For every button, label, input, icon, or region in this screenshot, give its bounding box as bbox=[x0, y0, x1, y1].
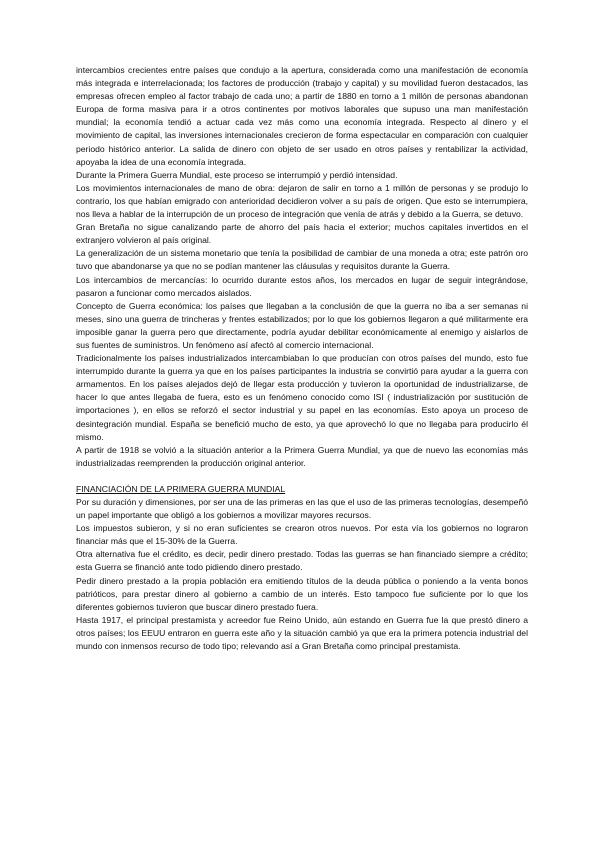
paragraph-monetary-system: La generalización de un sistema monetario que tenía la posibilidad de cambiar de una moneda a otra; este patrón oro tuvo que abandonarse ya que no se podían mantener las cláusulas y requisitos durante la Guerra. bbox=[76, 248, 528, 272]
section-heading: FINANCIACIÓN DE LA PRIMERA GUERRA MUNDIAL bbox=[76, 483, 286, 494]
paragraph-resources: Por su duración y dimensiones, por ser una de las primeras en las que el uso de las primeras tecnologías, desempeñó un papel importante que obligó a los gobiernos a movilizar mayores recursos. bbox=[76, 497, 528, 521]
paragraph-great-britain-capital: Gran Bretaña no sigue canalizando parte de ahorro del país hacia el exterior; muchos capitales invertidos en el extranjero volvieron al país original. bbox=[76, 222, 528, 246]
paragraph-labor-movements: Los movimientos internacionales de mano de obra: dejaron de salir en torno a 1 millón de personas y se produjo lo contrario, los que habían emigrado con anterioridad decidieron volver a su país de origen. Que esto se interrumpiera, nos lleva a hablar de la interrupción de un proceso de integración que venía de atrás y debido a la Guerra, se detuvo. bbox=[76, 182, 528, 220]
paragraph-1918: A partir de 1918 se volvió a la situación anterior a la Primera Guerra Mundial, ya que de nuevo las economías más industrializadas reemprenden la producción original anterior. bbox=[76, 444, 528, 468]
paragraph-credit: Otra alternativa fue el crédito, es decir, pedir dinero prestado. Todas las guerras se han financiado siempre a crédito; esta Guerra se financió ante todo pidiendo dinero prestado. bbox=[76, 549, 528, 573]
paragraph-main-lender: Hasta 1917, el principal prestamista y acreedor fue Reino Unido, aún estando en Guerra fue la que prestó dinero a otros países; los EEUU entraron en guerra este año y la situación cambió ya que era la primera potencia industrial del mundo con inmensos recurso de todo tipo; relevando así a Gran Bretaña como principal prestamista. bbox=[76, 614, 528, 652]
paragraph-taxes: Los impuestos subieron, y si no eran suficientes se crearon otros nuevos. Por esta vía los gobiernos no lograron financiar más que el 15-30% de la Guerra. bbox=[76, 523, 528, 547]
document-page bbox=[76, 64, 528, 653]
paragraph-public-debt: Pedir dinero prestado a la propia población era emitiendo títulos de la deuda pública o poniendo a la venta bonos patrióticos, para prestar dinero al gobierno a cambio de un interés. Esto tampoco fue suficiente por lo que los diferentes gobiernos tuvieron que buscar dinero prestado fuera. bbox=[76, 575, 528, 612]
paragraph-goods-exchange: Los intercambios de mercancías: lo ocurrido durante estos años, los mercados en lugar de seguir integrándose, pasaron a funcionar como mercados aislados. bbox=[76, 274, 528, 298]
paragraph-economic-war: Concepto de Guerra económica: los países que llegaban a la conclusión de que la guerra no iba a ser semanas ni meses, sino una guerra de trincheras y frentes estabilizados; por lo que los gobiernos llegaron a qué militarmente era imposible ganar la guerra pero que directamente, podría ayudar debilitar económicamente al enemigo y aislarlos de sus fuentes de suministros. Un fenómeno así afectó al comercio internacional. bbox=[76, 300, 528, 350]
paragraph-isi: Tradicionalmente los países industrializados intercambiaban lo que producían con otros países del mundo, esto fue interrumpido durante la guerra ya que en los países participantes la industria se convirtió para ayudar a la guerra con armamentos. En los países alejados dejó de llegar esta producción y tuvieron la oportunidad de industrializarse, de hacer lo que antes llegaba de fuera, esto es un fenómeno conocido como ISI ( industrialización por sustitución de importaciones ), en ellos se reforzó el sector industrial y su papel en las economías. Esto apoya un proceso de desintegración mundial. España se benefició mucho de esto, ya que aprovechó lo que no llegaba para producirlo él mismo. bbox=[76, 353, 528, 442]
paragraph-integration: intercambios crecientes entre países que condujo a la apertura, considerada como una manifestación de economía más integrada e interrelacionada; los factores de producción (trabajo y capital) y su movilidad fueron destacados, las empresas ofrecen empleo al factor trabajo de cada uno; a partir de 1880 en torno a 1 millón de personas abandonan Europa de forma masiva para ir a otros continentes por motivos laborales que supuso una man manifestación mundial; la economía tendió a actuar cada vez más como una economía integrada. Respecto al dinero y el movimiento de capital, las inversiones internacionales crecieron de forma espectacular en comparación con cualquier periodo histórico anterior. La salida de dinero con objeto de ser usado en otros países y rentabilizar la actividad, apoyaba la idea de una economía integrada. bbox=[76, 65, 528, 167]
paragraph-war-interruption: Durante la Primera Guerra Mundial, este proceso se interrumpió y perdió intensidad. bbox=[76, 169, 398, 180]
